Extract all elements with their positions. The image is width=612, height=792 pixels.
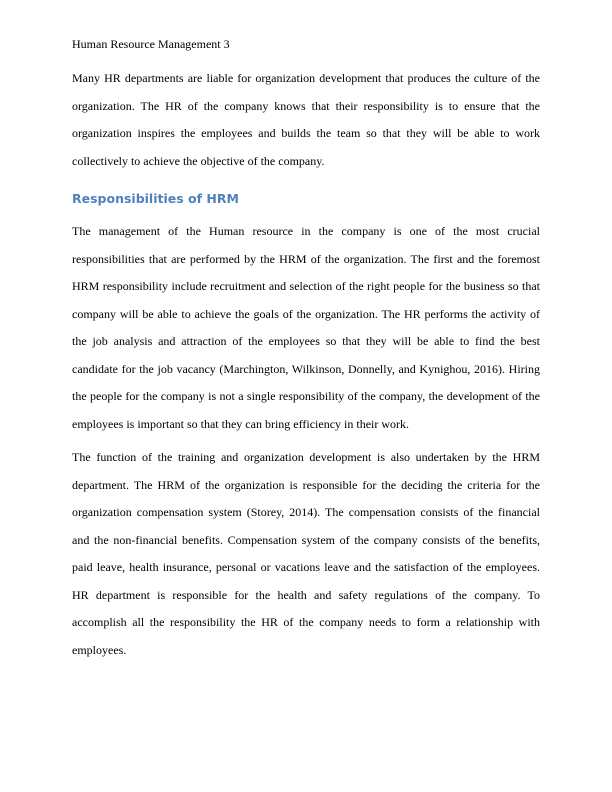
section-heading-responsibilities: Responsibilities of HRM xyxy=(72,191,239,206)
paragraph-intro: Many HR departments are liable for organization development that produces the culture of the organization. The HR of the company knows that their responsibility is to ensure that the organization inspires the employees and builds the team so that they will be able to work collectively to achieve the objective of the company. xyxy=(72,71,540,168)
paragraph-training-compensation: The function of the training and organization development is also undertaken by the HRM department. The HRM of the organization is responsible for the deciding the criteria for the organization compensation system (Storey, 2014). The compensation consists of the financial and the non-financial benefits. Compensation system of the company consists of the benefits, paid leave, health insurance, personal or vacations leave and the satisfaction of the employees. HR department is responsible for the health and safety regulations of the company. To accomplish all the responsibility the HR of the company needs to form a relationship with employees. xyxy=(72,450,540,657)
running-head: Human Resource Management 3 xyxy=(72,37,230,51)
paragraph-hrm-responsibilities: The management of the Human resource in the company is one of the most crucial responsibilities that are performed by the HRM of the organization. The first and the foremost HRM responsibility include recruitment and selection of the right people for the business so that company will be able to achieve the goals of the organization. The HR performs the activity of the job analysis and attraction of the employees so that they will be able to find the best candidate for the job vacancy (Marchington, Wilkinson, Donnelly, and Kynighou, 2016). Hiring the people for the company is not a single responsibility of the company, the development of the employees is important so that they can bring efficiency in their work. xyxy=(72,224,540,431)
